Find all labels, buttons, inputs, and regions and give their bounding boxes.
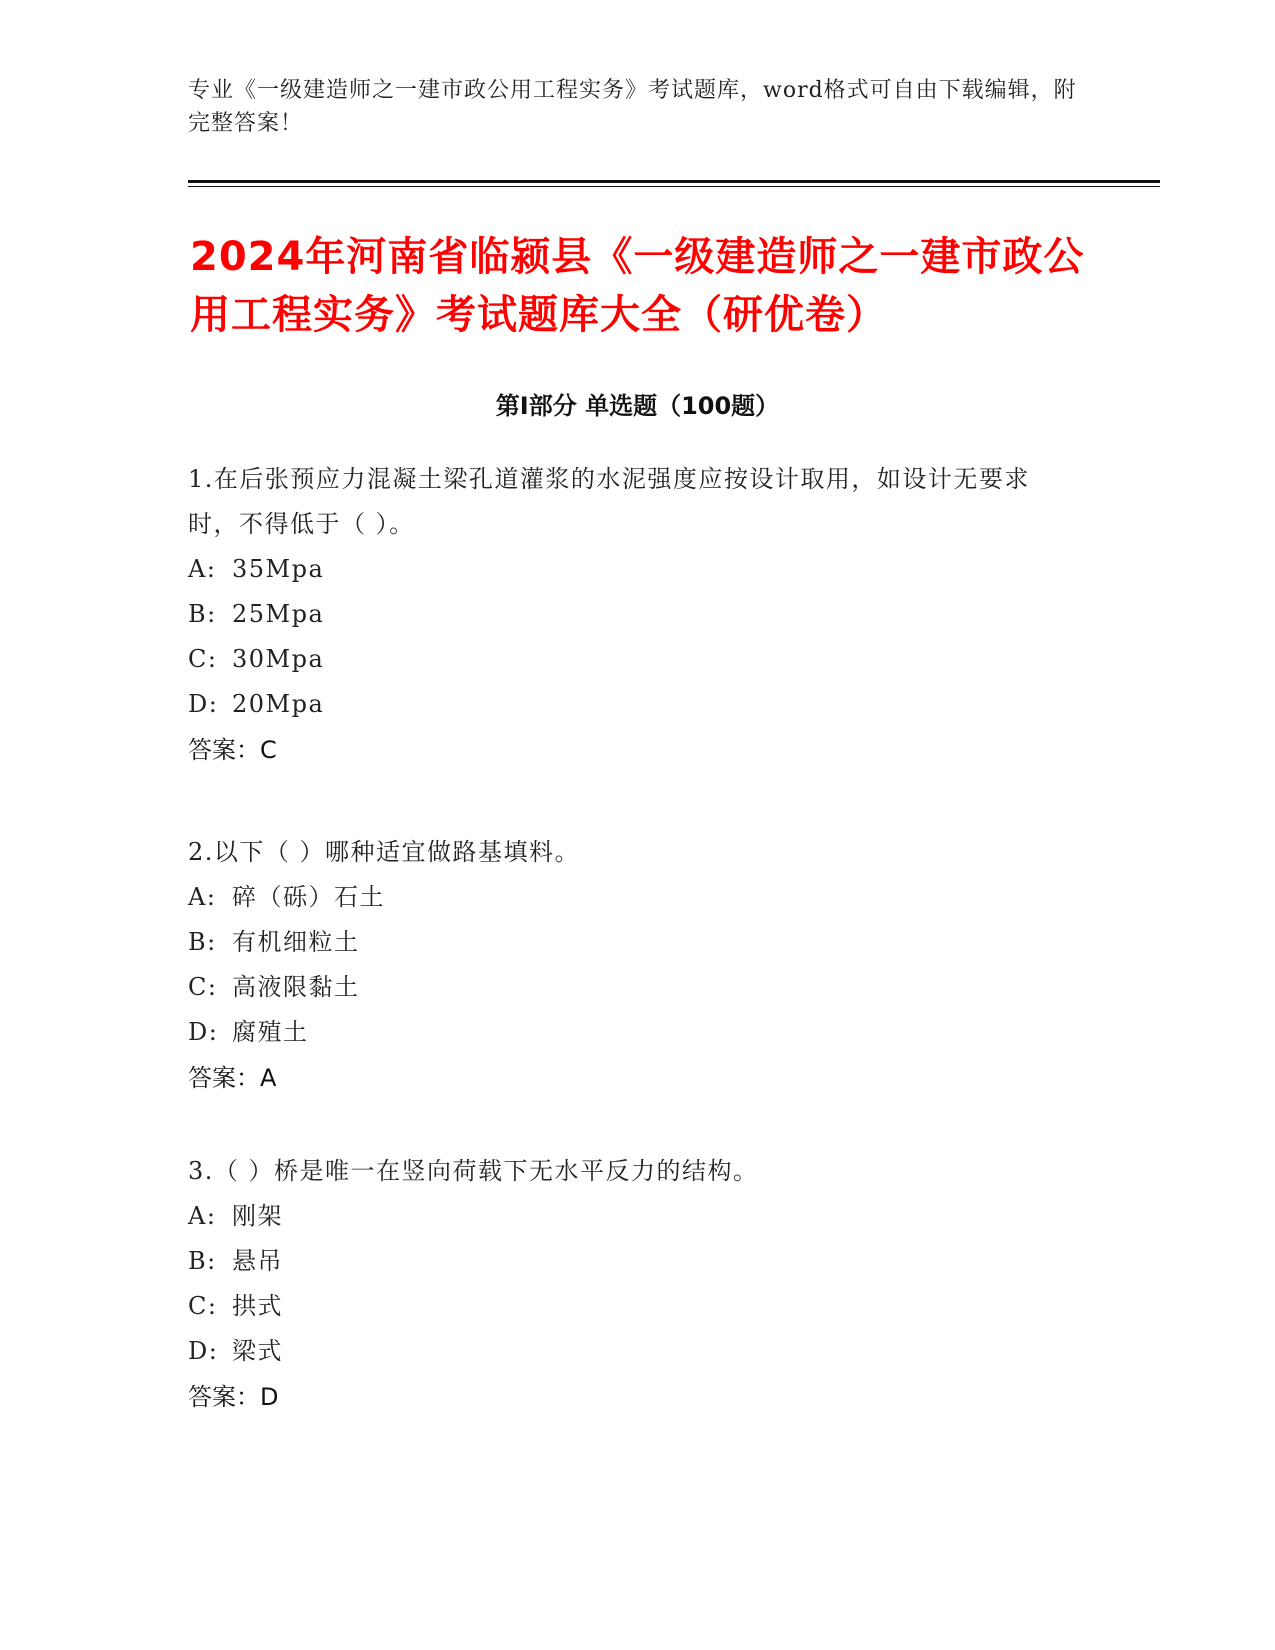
header-divider-thin: [188, 186, 1160, 187]
option-text: 30Mpa: [232, 645, 325, 673]
option-label: A:: [188, 1202, 217, 1230]
option-text: 35Mpa: [232, 555, 325, 583]
document-title: 2024年河南省临颍县《一级建造师之一建市政公用工程实务》考试题库大全（研优卷）: [190, 234, 1085, 338]
option-d: [188, 1329, 1068, 1374]
header-divider-thick: [188, 180, 1160, 183]
option-label: B:: [188, 928, 217, 956]
option-text: 悬吊: [232, 1247, 283, 1275]
option-label: D:: [188, 690, 219, 718]
option-label: C:: [188, 645, 218, 673]
option-label: B:: [188, 600, 217, 628]
question-stem: 3.（ ）桥是唯一在竖向荷载下无水平反力的结构。: [188, 1157, 759, 1185]
option-c: [188, 965, 1068, 1010]
option-text: 刚架: [232, 1202, 283, 1230]
question-stem: 1.在后张预应力混凝土梁孔道灌浆的水泥强度应按设计取用，如设计无要求时，不得低于（ ）。: [188, 465, 1030, 538]
option-b: [188, 1239, 1068, 1284]
option-a: [188, 875, 1068, 920]
option-text: 碎（砾）石土: [232, 883, 385, 911]
option-text: 梁式: [232, 1337, 283, 1365]
option-label: D:: [188, 1018, 219, 1046]
option-label: A:: [188, 883, 217, 911]
section-title: 第Ⅰ部分 单选题（100题）: [495, 392, 780, 420]
option-text: 拱式: [232, 1292, 283, 1320]
option-text: 25Mpa: [232, 600, 325, 628]
option-label: A:: [188, 555, 217, 583]
option-a: [188, 1194, 1068, 1239]
option-label: B:: [188, 1247, 217, 1275]
option-c: [188, 1284, 1068, 1329]
option-c: [188, 637, 1068, 682]
option-text: 腐殖土: [232, 1018, 309, 1046]
header-note: 专业《一级建造师之一建市政公用工程实务》考试题库，word格式可自由下载编辑，附完整答案！: [188, 78, 1077, 136]
option-text: 有机细粒土: [232, 928, 360, 956]
question-1: [188, 457, 1068, 773]
option-b: [188, 592, 1068, 637]
option-text: 高液限黏土: [232, 973, 360, 1001]
question-2: [188, 830, 1068, 1101]
option-d: [188, 682, 1068, 727]
option-a: [188, 547, 1068, 592]
option-label: C:: [188, 973, 218, 1001]
option-d: [188, 1010, 1068, 1055]
question-3: [188, 1149, 1068, 1420]
option-label: C:: [188, 1292, 218, 1320]
answer: 答案：D: [188, 1383, 279, 1411]
question-stem: 2.以下（ ）哪种适宜做路基填料。: [188, 838, 581, 866]
answer: 答案：A: [188, 1064, 277, 1092]
option-label: D:: [188, 1337, 219, 1365]
answer: 答案：C: [188, 736, 277, 764]
option-text: 20Mpa: [232, 690, 325, 718]
option-b: [188, 920, 1068, 965]
